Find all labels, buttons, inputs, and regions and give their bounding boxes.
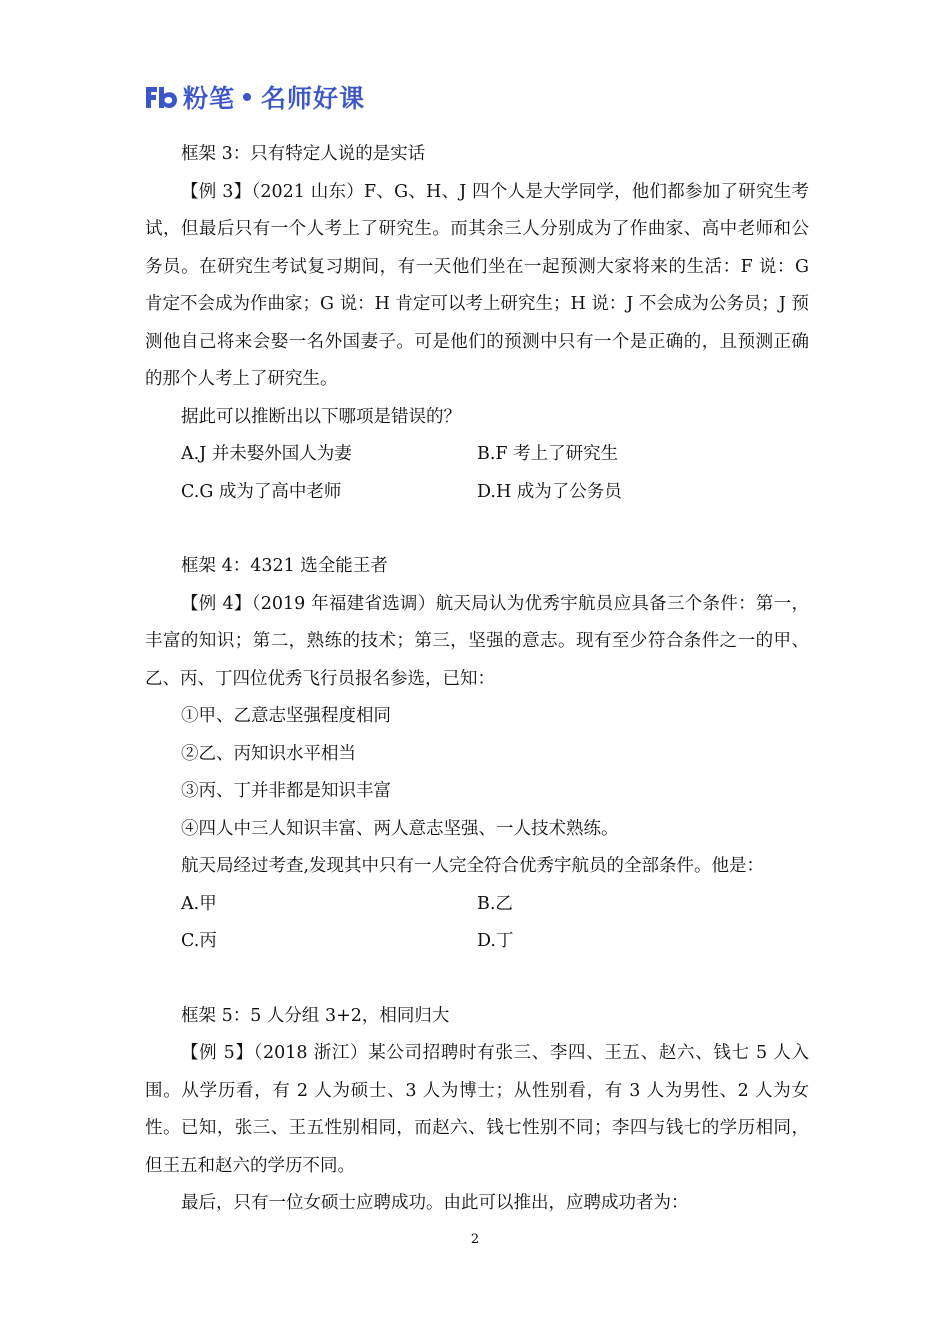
example4-text: 【例 4】（2019 年福建省选调）航天局认为优秀宇航员应具备三个条件：第一，丰富的知识；第二，熟练的技术；第三，坚强的意志。现有至少符合条件之一的甲、乙、丙、丁四位优秀飞行员报名参选，已知： — [145, 593, 809, 689]
example4-options-row-2 — [145, 923, 809, 961]
example4-option-d: D.丁 — [477, 931, 514, 951]
frame3-title: 框架 3：只有特定人说的是实话 — [181, 144, 426, 164]
example3-text: 【例 3】（2021 山东）F、G、H、J 四个人是大学同学，他们都参加了研究生考试，但最后只有一个人考上了研究生。而其余三人分别成为了作曲家、高中老师和公务员。在研究生考试复习期间，有一天他们坐在一起预测大家将来的生活：F 说：G 肯定不会成为作曲家；G 说：H 肯定可以考上研究生；H 说：J 不会成为公务员；J 预测他自己将来会娶一名外国妻子。可是他们的预测中只有一个是正确的，且预测正确的那个人考上了研究生。 — [145, 181, 809, 389]
brand-separator-dot — [243, 93, 251, 101]
brand-name: 粉笔 — [183, 84, 236, 113]
example5-text: 【例 5】（2018 浙江）某公司招聘时有张三、李四、王五、赵六、钱七 5 人入围。从学历看，有 2 人为硕士、3 人为博士；从性别看，有 3 人为男性、2 人为女性。已知，张三、王五性别相同，而赵六、钱七性别不同；李四与钱七的学历相同，但王五和赵六的学历不同。 — [145, 1043, 809, 1176]
example3-options-row-2 — [145, 474, 809, 512]
example4-option-b: B.乙 — [477, 893, 513, 914]
example3-option-d: D.H 成为了公务员 — [477, 481, 622, 502]
example4-condition: ③丙、丁并非都是知识丰富 — [181, 781, 391, 801]
example4-options-row-1 — [145, 886, 809, 924]
example3-options-row-1 — [145, 436, 809, 474]
document-body — [145, 136, 809, 1223]
example3-question: 据此可以推断出以下哪项是错误的？ — [181, 406, 461, 427]
example3-option-b: B.F 考上了研究生 — [477, 444, 619, 464]
fenbi-logo-icon — [143, 83, 179, 111]
example3-option-a: A.J 并未娶外国人为妻 — [181, 444, 352, 464]
example3-option-c: C.G 成为了高中老师 — [181, 481, 342, 502]
example4-condition: ④四人中三人知识丰富、两人意志坚强、一人技术熟练。 — [181, 818, 619, 839]
section-gap — [145, 961, 809, 998]
example4-condition: ①甲、乙意志坚强程度相同 — [181, 706, 391, 726]
frame5-title: 框架 5：5 人分组 3+2，相同归大 — [181, 1005, 450, 1026]
section-gap — [145, 511, 809, 548]
header-logo — [143, 80, 365, 114]
example4-question: 航天局经过考查,发现其中只有一人完全符合优秀宇航员的全部条件。他是： — [181, 856, 765, 876]
page-number: 2 — [470, 1232, 480, 1247]
example4-condition: ②乙、丙知识水平相当 — [181, 743, 356, 764]
frame4-title: 框架 4：4321 选全能王者 — [181, 556, 388, 576]
example4-option-c: C.丙 — [181, 931, 217, 951]
brand-tagline: 名师好课 — [261, 84, 366, 113]
example4-option-a: A.甲 — [181, 893, 217, 914]
example5-question: 最后，只有一位女硕士应聘成功。由此可以推出，应聘成功者为： — [181, 1193, 689, 1213]
